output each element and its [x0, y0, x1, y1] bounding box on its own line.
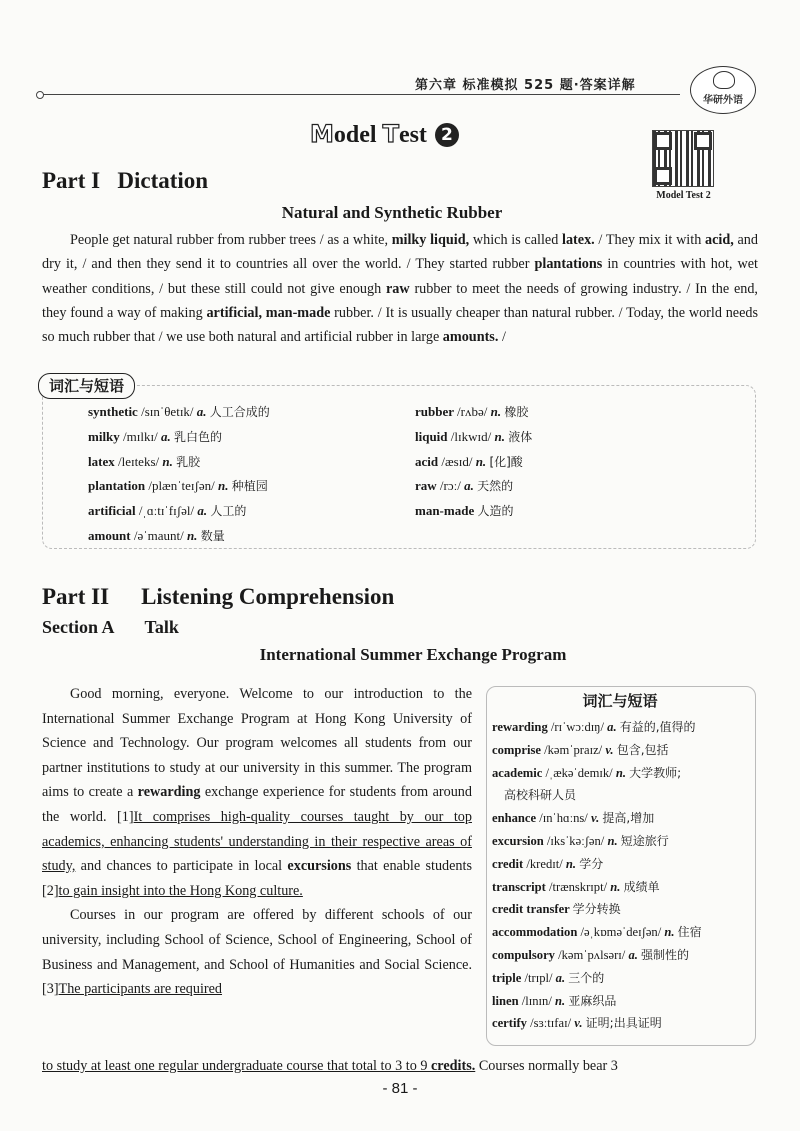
logo-text: 华研外语: [703, 95, 743, 106]
part2-passage-title: International Summer Exchange Program: [259, 645, 567, 664]
vocab-entry: liquid /lɪkwɪd/ n. 液体: [415, 428, 533, 444]
page-number: - 81 -: [382, 1080, 418, 1097]
talk-paragraph-1: Good morning, everyone. Welcome to our introduction to the International Summer Exchange Program at Hong Kong University of Science and Technology. Our program welcomes all students from our partner institutions to study at our university in this summer. The program aims to create a rewarding exchange experience for students from around the world. [1]It comprises high-quality courses taught by our top academics, enhancing students' understanding in their respective areas of study, and chances to participate in local excursions that enable students [2]to gain insight into the Hong Kong culture.: [42, 686, 472, 899]
talk-paragraph-2: Courses in our program are offered by different schools of our university, including School of Science, School of Engineering, School of Business and Management, and School of Humanities and Social Science. [3]The participants are required: [42, 907, 472, 998]
dictation-passage: People get natural rubber from rubber trees / as a white, milky liquid, which is called latex. / They mix it with acid, and dry it, / and then they send it to countries all over the world. / They started rubber plantations in countries with hot, wet weather conditions, / but these still could not give enough raw rubber to meet the needs of growing industry. / In the end, they found a way of making artificial, man-made rubber. / It is usually cheaper than natural rubber. / Today, the world needs so much rubber that / we use both natural and artificial rubber in large amounts. /: [42, 232, 759, 346]
circled-number: 2: [435, 123, 459, 147]
title-cap-t: T: [382, 120, 399, 148]
vocab-entry: certify /sɜːtɪfaɪ/ v. 证明;出具证明: [492, 1016, 662, 1031]
part2-heading: Part II Listening Comprehension: [42, 584, 395, 609]
vocab-entry: milky /mɪlkɪ/ a. 乳白色的: [88, 428, 222, 444]
vocab-entry: synthetic /sɪnˈθetɪk/ a. 人工合成的: [88, 404, 270, 419]
vocab-entry: artificial /ˌɑːtɪˈfɪʃəl/ a. 人工的: [88, 503, 247, 519]
vocab-entry: credit transfer 学分转换: [492, 902, 621, 917]
vocab-entry: accommodation /əˌkɒməˈdeɪʃən/ n. 住宿: [492, 925, 702, 940]
title-cap-m: M: [310, 120, 334, 148]
vocab-entry: academic /ˌækəˈdemɪk/ n. 大学教师;: [492, 765, 682, 780]
header-rule-dot: [36, 91, 44, 99]
running-header: 第六章 标准模拟 525 题·答案详解: [415, 78, 636, 93]
qr-caption: Model Test 2: [656, 190, 711, 201]
vocab-entry: raw /rɔː/ a. 天然的: [415, 478, 514, 494]
vocab-entry: amount /əˈmaunt/ n. 数量: [88, 527, 225, 543]
vocab-entry: man-made 人造的: [415, 503, 514, 519]
vocab-box-1-title: 词汇与短语: [38, 373, 135, 399]
talk-passage: [42, 682, 472, 1002]
vocab-entry: acid /æsɪd/ n. [化]酸: [415, 453, 523, 469]
vocab-entry: latex /leɪteks/ n. 乳胶: [88, 453, 201, 469]
vocab-entry: rubber /rʌbə/ n. 橡胶: [415, 404, 529, 419]
vocab-entry: transcript /trænskrɪpt/ n. 成绩单: [492, 879, 660, 894]
section-heading: Section A Talk: [42, 617, 179, 637]
frog-icon: [713, 71, 735, 89]
vocab-entry: linen /lɪnɪn/ n. 亚麻织品: [492, 993, 617, 1008]
vocab-entry: excursion /ɪksˈkəːʃən/ n. 短途旅行: [492, 833, 669, 848]
vocab-list-left: [88, 400, 270, 549]
part1-heading: Part I Dictation: [42, 168, 209, 193]
vocab-entry: triple /trɪpl/ a. 三个的: [492, 970, 605, 985]
vocab-entry: 高校科研人员: [504, 788, 577, 803]
talk-last-line: to study at least one regular undergraduate course that total to 3 to 9 credits. Courses normally bear 3: [42, 1058, 618, 1074]
vocab-entry: plantation /plænˈteɪʃən/ n. 种植园: [88, 478, 268, 494]
page-title: Model Test 2: [310, 120, 459, 149]
header-rule: [40, 94, 680, 95]
part1-passage-title: Natural and Synthetic Rubber: [281, 203, 503, 222]
vocab-entry: rewarding /rɪˈwɔːdɪŋ/ a. 有益的,值得的: [492, 720, 696, 734]
vocab-list-right: [415, 400, 532, 524]
qr-code[interactable]: [652, 130, 714, 187]
vocab-list-talk: [492, 716, 754, 1035]
publisher-logo: [690, 66, 756, 114]
vocab-entry: enhance /ɪnˈhɑːns/ v. 提高,增加: [492, 811, 655, 826]
vocab-entry: compulsory /kəmˈpʌlsərɪ/ a. 强制性的: [492, 947, 690, 962]
vocab-entry: comprise /kəmˈpraɪz/ v. 包含,包括: [492, 742, 669, 757]
vocab-entry: credit /kredɪt/ n. 学分: [492, 856, 604, 871]
vocab-box-2-title: 词汇与短语: [582, 692, 658, 710]
